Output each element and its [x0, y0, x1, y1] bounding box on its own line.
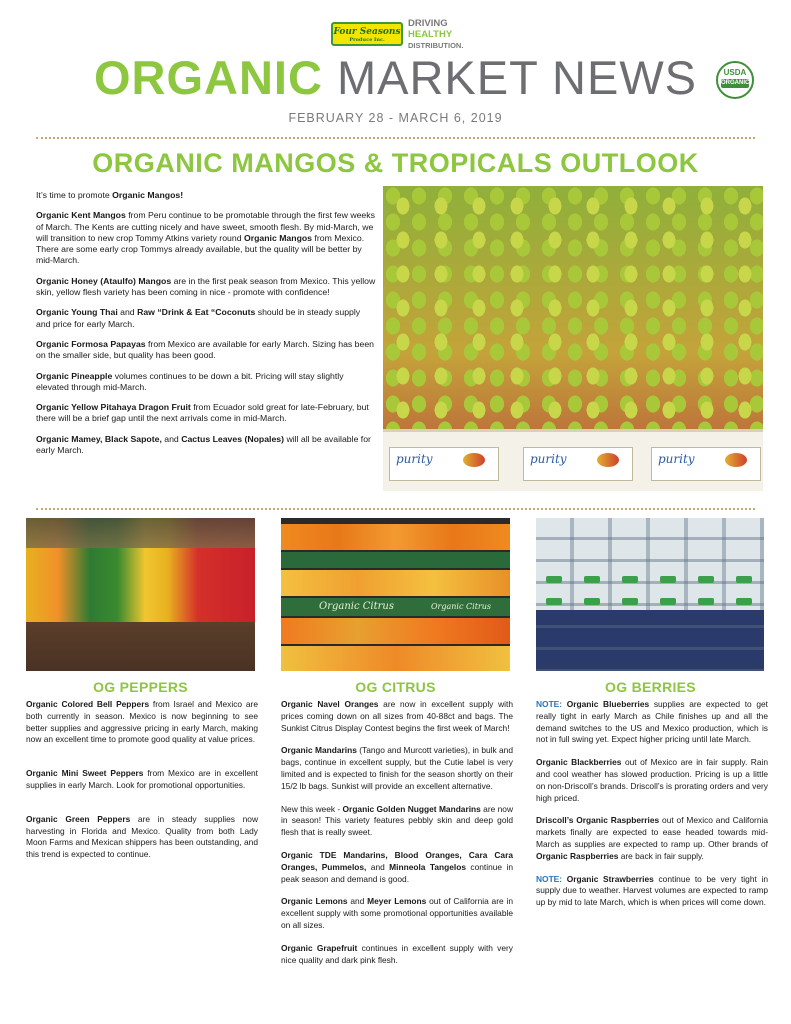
crate-label: purity: [389, 447, 499, 481]
intro-paragraph: Organic Yellow Pitahaya Dragon Fruit from Ecuador sold great for late-February, but there will be a brief gap until the next arrivals come in mid-March.: [36, 402, 369, 424]
intro-article: [36, 190, 376, 465]
citrus-column: [281, 699, 513, 977]
berries-paragraph: NOTE: Organic Blueberries supplies are expected to get really tight in early March as Chile finishes up and all the demand switches to the US and Mexico production, which is not in full swing yet. Expect higher pricing until late March.: [536, 699, 768, 745]
usda-seal-line-2: ORGANIC: [721, 80, 750, 86]
citrus-paragraph: Organic TDE Mandarins, Blood Oranges, Cara Cara Oranges, Pummelos, and Minneola Tangelos continue in peak season and demand is good.: [281, 849, 513, 884]
citrus-paragraph: New this week - Organic Golden Nugget Mandarins are now in season! This variety features pebbly skin and deep gold flesh that is really sweet.: [281, 803, 514, 838]
peppers-paragraph: Organic Green Peppers are in steady supplies now harvesting in Florida and Mexico. Quality from both Lady Moon Farms and Mexican shippers has been outstanding, and this trend is expected to continue.: [26, 813, 258, 860]
masthead-title-market-news: MARKET NEWS: [336, 51, 698, 104]
intro-paragraph: Organic Mamey, Black Sapote, and Cactus Leaves (Nopales) will all be available for early March.: [36, 433, 371, 456]
crate-label: purity: [523, 447, 633, 481]
dotted-divider-top: [36, 137, 755, 139]
citrus-paragraph: Organic Grapefruit continues in excellent supply with very nice quality and dark pink flesh.: [281, 942, 513, 965]
citrus-paragraph: Organic Navel Oranges are now in excellent supply with prices coming down on all sizes from 40-88ct and bags. The Sunkist Citrus Display Contest begins the first week of March!: [281, 699, 513, 733]
section-title-berries: OG BERRIES: [605, 679, 696, 695]
berries-paragraph: NOTE: Organic Strawberries continue to be very tight in supply due to weather. Harvest volumes are expected to ramp up by mid to late March, which is when prices will come down.: [536, 873, 768, 908]
usda-seal-line-1: USDA: [723, 68, 747, 77]
logo-subtext: Produce Inc.: [349, 37, 385, 43]
crate-label: purity: [651, 447, 761, 481]
intro-paragraph: Organic Formosa Papayas from Mexico are available for early March. Sizing has been on the smaller side, but quality has been good.: [36, 338, 374, 361]
peppers-display-photo: [26, 518, 255, 671]
berries-column: [536, 699, 768, 920]
section-title-citrus: OG CITRUS: [355, 679, 436, 695]
berries-paragraph: Organic Blackberries out of Mexico are in fair supply. Rain and cool weather has slowed production. Pricing is up a little on non-Driscoll’s brands. Driscoll’s is prorating orders and very high priced.: [536, 757, 768, 803]
intro-paragraph: It’s time to promote Organic Mangos!: [36, 190, 184, 200]
tagline-line-1: DRIVING: [408, 18, 448, 29]
tagline-line-2: HEALTHY: [408, 29, 453, 40]
berries-paragraph: Driscoll’s Organic Raspberries out of Mexico and California markets finally are expected to ease headed towards mid-March as supplies are expected to ramp up. Other brands of Organic Raspberries are back in fair supply.: [536, 815, 769, 861]
intro-paragraph: Organic Young Thai and Raw “Drink & Eat “Coconuts should be in steady supply and price for early March.: [36, 307, 361, 329]
headline: ORGANIC MANGOS & TROPICALS OUTLOOK: [92, 148, 699, 178]
dotted-divider-middle: [36, 508, 755, 510]
intro-paragraph: Organic Pineapple volumes continues to be down a bit. Pricing will stay slightly elevated through mid-March.: [36, 370, 344, 392]
peppers-paragraph: Organic Mini Sweet Peppers from Mexico are in excellent supplies in early March. Look for promotional opportunities.: [26, 768, 258, 790]
logo-text: Four Seasons: [333, 27, 401, 37]
berries-display-photo: [536, 518, 764, 671]
peppers-column: [26, 699, 258, 883]
citrus-paragraph: Organic Lemons and Meyer Lemons out of California are in excellent supply with some promotional opportunities available on all sizes.: [281, 896, 513, 930]
citrus-sign: Organic Citrus: [319, 601, 394, 612]
peppers-paragraph: Organic Colored Bell Peppers from Israel and Mexico are both currently in season. Mexico is now beginning to see better supplies and aggressive pricing in early March, making now an excellent time to promote good quality at value prices.: [26, 699, 258, 745]
four-seasons-logo: [331, 22, 403, 46]
mango-display-photo: [383, 186, 763, 491]
date-range: FEBRUARY 28 - MARCH 6, 2019: [288, 111, 503, 125]
logo-row: [0, 14, 791, 54]
usda-organic-seal-icon: [716, 61, 754, 99]
section-title-peppers: OG PEPPERS: [93, 679, 188, 695]
citrus-paragraph: Organic Mandarins (Tango and Murcott varieties), in bulk and bags, continue in excellent supply, but the Cutie label is very limited and is expected to finish for the season shortly on their 15/2 lb bags. Sunkist will provide an excellent alternative.: [281, 745, 514, 791]
citrus-display-photo: [281, 518, 510, 671]
tagline-line-3: DISTRIBUTION.: [408, 41, 464, 50]
mango-crate: [383, 429, 763, 491]
tagline: [408, 18, 478, 51]
masthead-title-organic: ORGANIC: [93, 51, 323, 104]
intro-paragraph: Organic Kent Mangos from Peru continue to be promotable through the first few weeks of March. The Kents are cutting nicely and have sweet, smooth flesh. By mid-March, we will transition to new crop Tommy Atkins variety round Organic Mangos from Mexico. There are some early crop Tommys already available, but the quality will be better by mid-March.: [36, 210, 375, 266]
citrus-sign: Organic Citrus: [431, 602, 491, 611]
masthead-title: [0, 52, 791, 104]
intro-paragraph: Organic Honey (Ataulfo) Mangos are in the first peak season from Mexico. This yellow skin, yellow flesh variety has been coming in nice - promote with confidence!: [36, 275, 376, 298]
